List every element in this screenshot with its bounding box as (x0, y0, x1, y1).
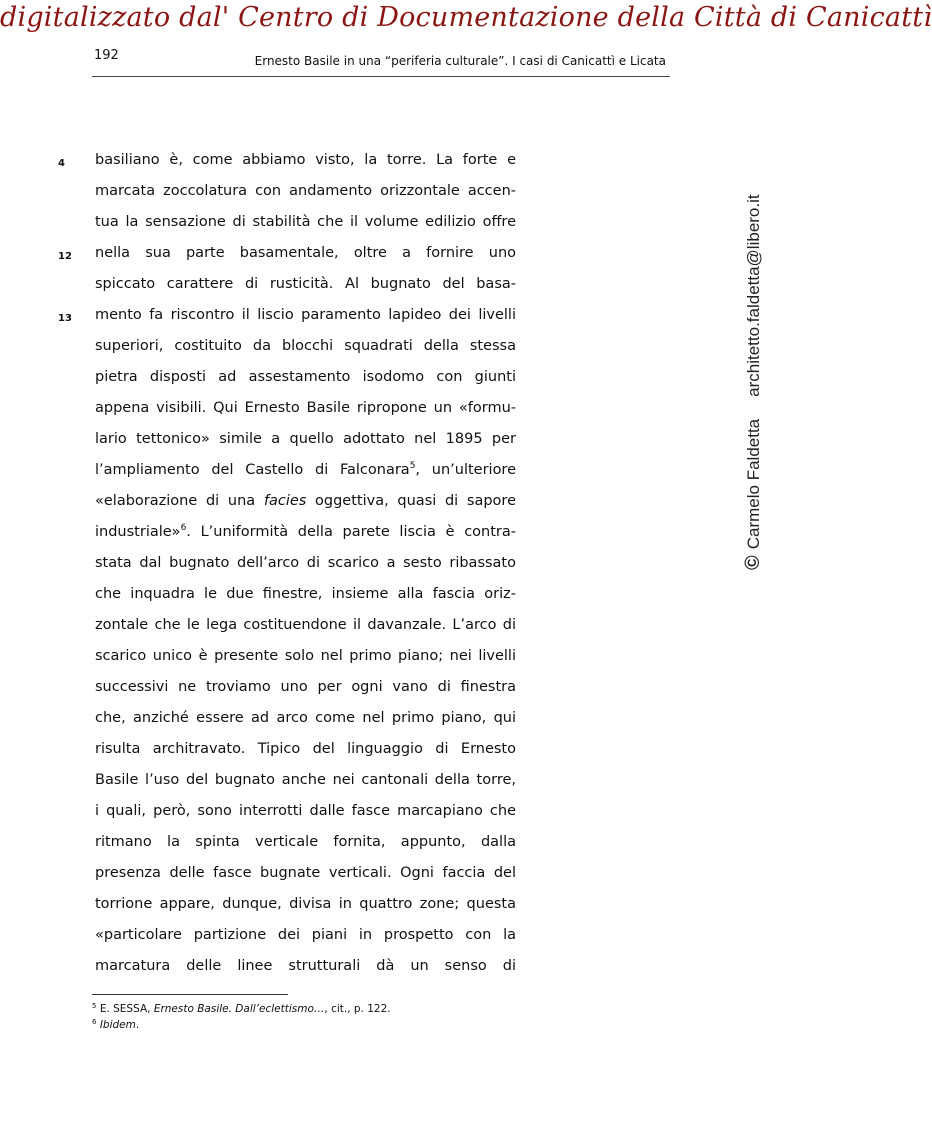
footnote-text: . (135, 1019, 140, 1031)
credit-email: architetto.faldetta@libero.it (744, 194, 763, 397)
footnote-text: E. SESSA, (99, 1003, 154, 1015)
text-run: «elaborazione di una (95, 493, 264, 509)
text-line: spiccato carattere di rusticità. Al bugnato del basa- (95, 276, 516, 292)
text-line: stata dal bugnato dell’arco di scarico a sesto ribassato (95, 555, 516, 571)
text-line: i quali, però, sono interrotti dalle fasce marcapiano che (95, 803, 516, 819)
text-line: nella sua parte basamentale, oltre a fornire uno (95, 245, 516, 261)
footnote (92, 1001, 391, 1017)
text-line: scarico unico è presente solo nel primo piano; nei livelli (95, 648, 516, 664)
text-line: basiliano è, come abbiamo visto, la torre. La forte e (95, 152, 516, 168)
footnote (92, 1017, 391, 1033)
footnote-title: Ibidem (99, 1019, 136, 1031)
text-line: appena visibili. Qui Ernesto Basile ripropone un «formu- (95, 400, 516, 416)
margin-number: 12 (58, 251, 72, 262)
text-line (95, 486, 516, 517)
text-line (95, 455, 516, 486)
text-line: marcatura delle linee strutturali dà un senso di (95, 958, 516, 974)
text-line: pietra disposti ad assestamento isodomo con giunti (95, 369, 516, 385)
text-run: industriale» (95, 524, 181, 540)
side-credit (742, 194, 765, 570)
text-line: mento fa riscontro il liscio paramento lapideo dei livelli (95, 307, 516, 323)
body-text (95, 145, 516, 982)
text-line: Basile l’uso del bugnato anche nei cantonali della torre, (95, 772, 516, 788)
text-run: , un’ulteriore (415, 462, 516, 478)
margin-number: 4 (58, 158, 65, 169)
text-line: torrione appare, dunque, divisa in quattro zone; questa (95, 896, 516, 912)
text-line: tua la sensazione di stabilità che il volume edilizio offre (95, 214, 516, 230)
text-line: «particolare partizione dei piani in prospetto con la (95, 927, 516, 943)
footnotes (92, 1001, 391, 1033)
italic-term: facies (263, 493, 307, 509)
text-line: successivi ne troviamo uno per ogni vano di finestra (95, 679, 516, 695)
text-line (95, 517, 516, 548)
text-run: l’ampliamento del Castello di Falconara (95, 462, 410, 478)
footnote-number: 5 (92, 1002, 97, 1010)
footnote-title: Ernesto Basile. Dall’eclettismo… (153, 1003, 325, 1015)
footnote-number: 6 (92, 1018, 97, 1026)
text-run: oggettiva, quasi di sapore (306, 493, 516, 509)
page-number: 192 (94, 48, 119, 63)
footnote-separator (92, 994, 288, 995)
margin-number: 13 (58, 313, 72, 324)
running-title: Ernesto Basile in una “periferia culturale”. I casi di Canicattì e Licata (254, 54, 666, 68)
text-line: lario tettonico» simile a quello adottato nel 1895 per (95, 431, 516, 447)
text-line: risulta architravato. Tipico del linguaggio di Ernesto (95, 741, 516, 757)
text-line: presenza delle fasce bugnate verticali. Ogni faccia del (95, 865, 516, 881)
page-header (92, 46, 670, 77)
digitization-banner: digitalizzato dal' Centro di Documentazione della Città di Canicattì (0, 2, 932, 33)
text-line: zontale che le lega costituendone il davanzale. L’arco di (95, 617, 516, 633)
footnote-ref: 6 (180, 523, 187, 533)
copyright-icon: © (742, 555, 764, 570)
footnote-text: , cit., p. 122. (324, 1003, 391, 1015)
credit-name: Carmelo Faldetta (744, 418, 763, 550)
text-line: marcata zoccolatura con andamento orizzontale accen- (95, 183, 516, 199)
text-line: superiori, costituito da blocchi squadrati della stessa (95, 338, 516, 354)
text-line: che, anziché essere ad arco come nel primo piano, qui (95, 710, 516, 726)
text-line: che inquadra le due finestre, insieme alla fascia oriz- (95, 586, 516, 602)
footnote-ref: 5 (409, 461, 416, 471)
text-run: . L’uniformità della parete liscia è contra- (186, 524, 516, 540)
text-line: ritmano la spinta verticale fornita, appunto, dalla (95, 834, 516, 850)
